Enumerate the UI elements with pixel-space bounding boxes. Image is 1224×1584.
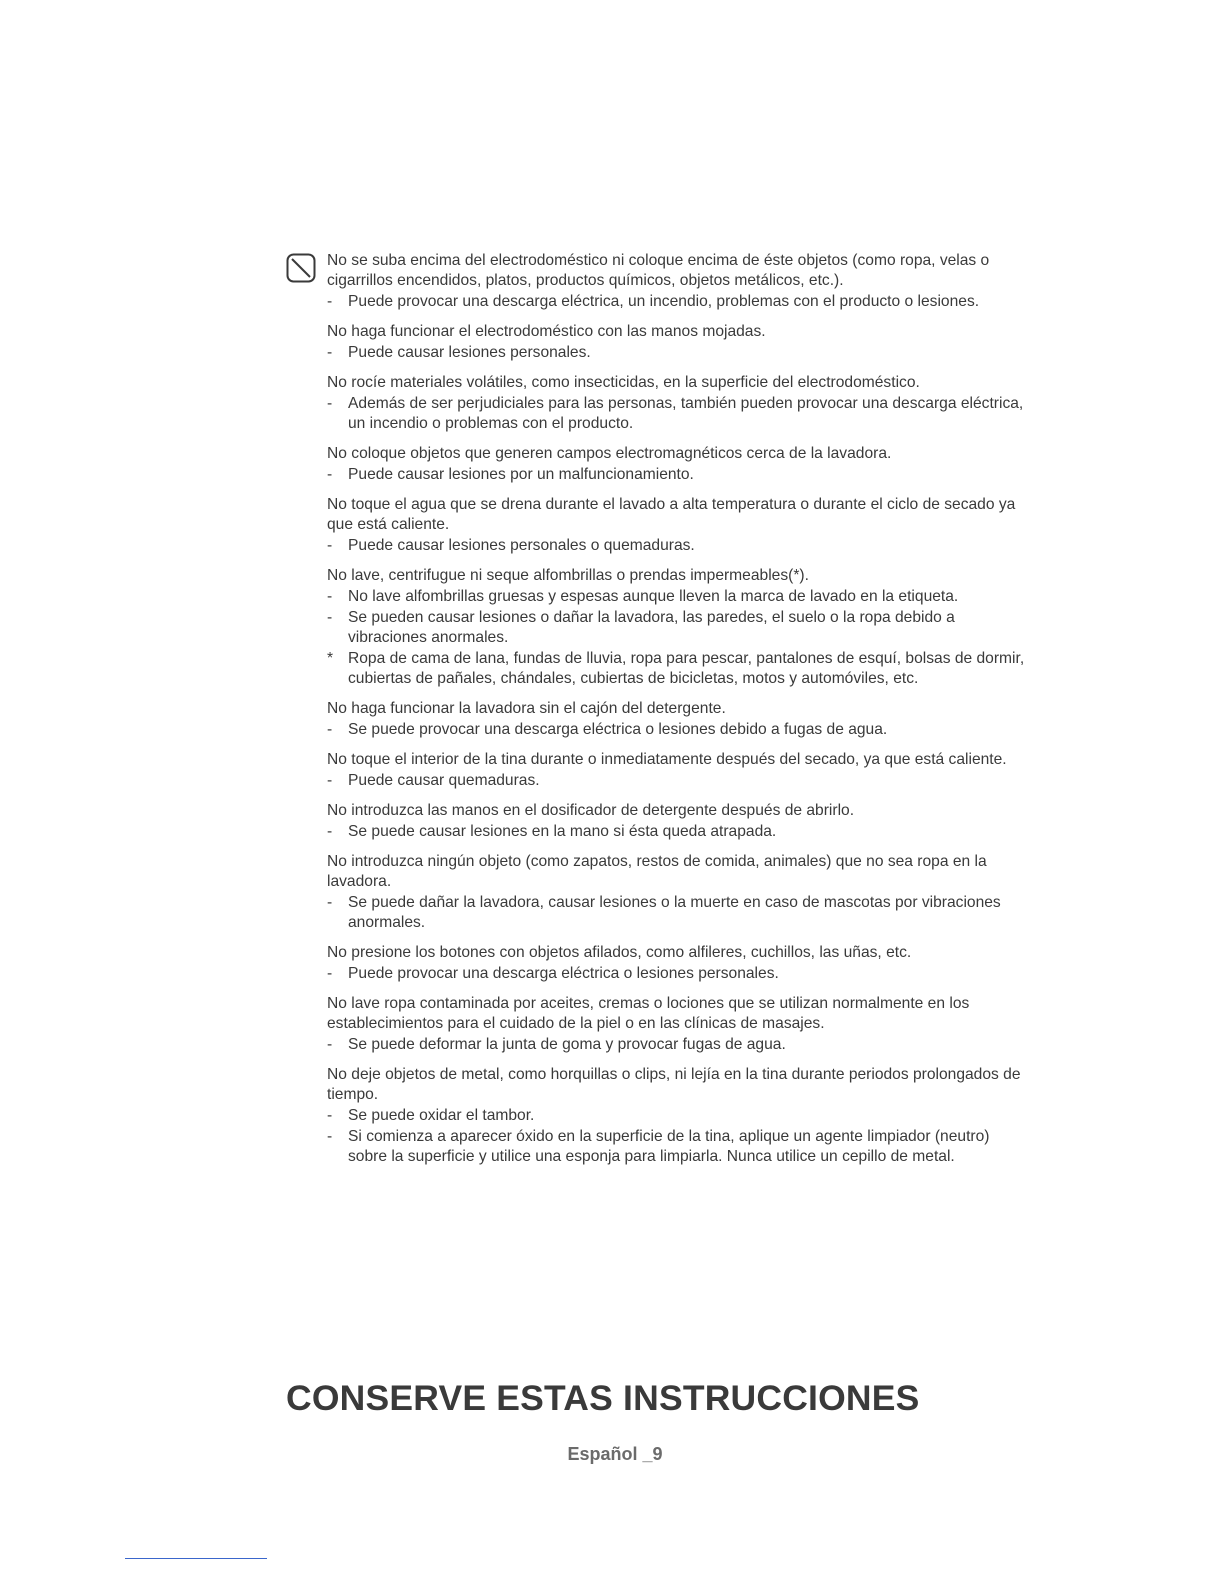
warning-consequence	[327, 536, 1032, 556]
consequence-text: Puede causar lesiones personales.	[348, 344, 591, 361]
warning-item	[327, 566, 1032, 689]
bullet-mark: *	[327, 650, 334, 667]
consequence-text: Se pueden causar lesiones o dañar la lavadora, las paredes, el suelo o la ropa debido a vibraciones anormales.	[348, 609, 955, 646]
consequence-text: Se puede causar lesiones en la mano si ésta queda atrapada.	[348, 823, 777, 840]
warning-item	[327, 495, 1032, 556]
warning-item	[327, 750, 1032, 791]
warning-text: No haga funcionar la lavadora sin el cajón del detergente.	[327, 700, 726, 717]
consequence-text: Puede causar quemaduras.	[348, 772, 540, 789]
warning-consequence	[327, 608, 1032, 648]
page-number: Español _9	[567, 1444, 663, 1464]
warning-item	[327, 699, 1032, 740]
bullet-mark: -	[327, 537, 333, 554]
warning-consequence	[327, 587, 1032, 607]
consequence-text: Se puede oxidar el tambor.	[348, 1107, 535, 1124]
warning-consequence	[327, 343, 1032, 363]
warning-item	[327, 444, 1032, 485]
bullet-mark: -	[327, 721, 333, 738]
warning-item	[327, 251, 1032, 312]
bullet-mark: -	[327, 1107, 333, 1124]
warning-item	[327, 994, 1032, 1055]
bullet-mark: -	[327, 588, 333, 605]
warning-consequence	[327, 394, 1032, 434]
bullet-mark: -	[327, 344, 333, 361]
consequence-text: Se puede provocar una descarga eléctrica o lesiones debido a fugas de agua.	[348, 721, 888, 738]
warning-consequence	[327, 720, 1032, 740]
warning-consequence	[327, 893, 1032, 933]
warning-consequence	[327, 465, 1032, 485]
warning-consequence	[327, 292, 1032, 312]
bullet-mark: -	[327, 772, 333, 789]
bullet-mark: -	[327, 293, 333, 310]
warning-text: No presione los botones con objetos afilados, como alfileres, cuchillos, las uñas, etc.	[327, 944, 912, 961]
warning-text: No se suba encima del electrodoméstico ni coloque encima de éste objetos (como ropa, velas o cigarrillos encendidos, platos, productos químicos, objetos metálicos, etc.).	[327, 252, 990, 289]
safety-warning-list	[327, 251, 1032, 1177]
warning-item	[327, 322, 1032, 363]
warning-text: No introduzca ningún objeto (como zapatos, restos de comida, animales) que no sea ropa en la lavadora.	[327, 853, 987, 890]
consequence-text: Puede provocar una descarga eléctrica o lesiones personales.	[348, 965, 779, 982]
consequence-text: Se puede dañar la lavadora, causar lesiones o la muerte en caso de mascotas por vibraciones anormales.	[348, 894, 1001, 931]
warning-item	[327, 852, 1032, 933]
bullet-mark: -	[327, 823, 333, 840]
bullet-mark: -	[327, 965, 333, 982]
bullet-mark: -	[327, 1036, 333, 1053]
warning-item	[327, 801, 1032, 842]
warning-consequence	[327, 771, 1032, 791]
warning-item	[327, 943, 1032, 984]
warning-items	[327, 251, 1032, 1167]
consequence-text: Puede provocar una descarga eléctrica, un incendio, problemas con el producto o lesiones.	[348, 293, 980, 310]
bottom-rule	[125, 1558, 267, 1559]
footer-title: CONSERVE ESTAS INSTRUCCIONES	[286, 1378, 920, 1418]
consequence-text: Además de ser perjudiciales para las personas, también pueden provocar una descarga eléctrica, un incendio o problemas con el producto.	[348, 395, 1024, 432]
prohibition-icon	[286, 253, 316, 283]
warning-text: No haga funcionar el electrodoméstico con las manos mojadas.	[327, 323, 766, 340]
warning-text: No toque el interior de la tina durante o inmediatamente después del secado, ya que está caliente.	[327, 751, 1007, 768]
warning-item	[327, 373, 1032, 434]
warning-consequence	[327, 964, 1032, 984]
warning-consequence	[327, 649, 1032, 689]
consequence-text: Puede causar lesiones por un malfuncionamiento.	[348, 466, 694, 483]
bullet-mark: -	[327, 1128, 333, 1145]
warning-text: No coloque objetos que generen campos electromagnéticos cerca de la lavadora.	[327, 445, 892, 462]
warning-item	[327, 1065, 1032, 1167]
consequence-text: Se puede deformar la junta de goma y provocar fugas de agua.	[348, 1036, 786, 1053]
warning-text: No toque el agua que se drena durante el lavado a alta temperatura o durante el ciclo de secado ya que está caliente.	[327, 496, 1016, 533]
warning-text: No deje objetos de metal, como horquillas o clips, ni lejía en la tina durante periodos prolongados de tiempo.	[327, 1066, 1021, 1103]
consequence-text: No lave alfombrillas gruesas y espesas aunque lleven la marca de lavado en la etiqueta.	[348, 588, 959, 605]
bullet-mark: -	[327, 395, 333, 412]
warning-consequence	[327, 822, 1032, 842]
warning-consequence	[327, 1035, 1032, 1055]
warning-text: No lave ropa contaminada por aceites, cremas o lociones que se utilizan normalmente en los establecimientos para el cuidado de la piel o en las clínicas de masajes.	[327, 995, 970, 1032]
warning-consequence	[327, 1106, 1032, 1126]
warning-text: No rocíe materiales volátiles, como insecticidas, en la superficie del electrodoméstico.	[327, 374, 920, 391]
warning-text: No lave, centrifugue ni seque alfombrillas o prendas impermeables(*).	[327, 567, 809, 584]
consequence-text: Si comienza a aparecer óxido en la superficie de la tina, aplique un agente limpiador (neutro) sobre la superficie y utilice una esponja para limpiarla. Nunca utilice un cepillo de metal.	[348, 1128, 990, 1165]
consequence-text: Ropa de cama de lana, fundas de lluvia, ropa para pescar, pantalones de esquí, bolsas de dormir, cubiertas de pañales, chándales, cubiertas de bicicletas, motos y automóviles, etc.	[348, 650, 1025, 687]
bullet-mark: -	[327, 894, 333, 911]
consequence-text: Puede causar lesiones personales o quemaduras.	[348, 537, 695, 554]
warning-consequence	[327, 1127, 1032, 1167]
bullet-mark: -	[327, 466, 333, 483]
warning-text: No introduzca las manos en el dosificador de detergente después de abrirlo.	[327, 802, 855, 819]
bullet-mark: -	[327, 609, 333, 626]
